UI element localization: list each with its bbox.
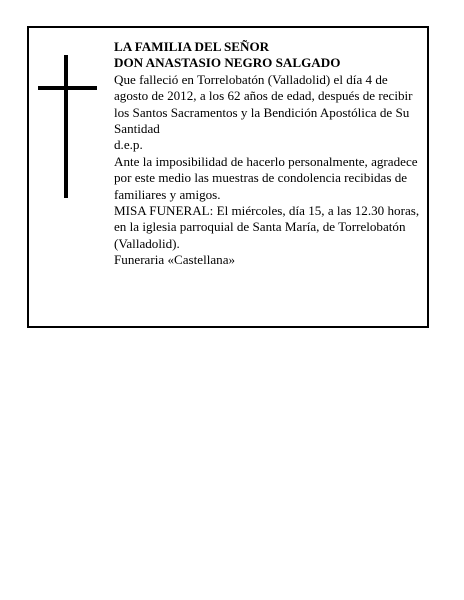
death-announcement: Que falleció en Torrelobatón (Valladolid) el día 4 de agosto de 2012, a los 62 años de edad, después de recibir los Santos Sacramentos y la Bendición Apostólica de Su Santidad: [114, 71, 413, 137]
cross-vertical-bar: [64, 55, 68, 198]
funeral-home: Funeraria «Castellana»: [114, 252, 236, 268]
dep-abbreviation: d.e.p.: [114, 137, 143, 153]
cross-horizontal-bar: [38, 86, 97, 90]
family-heading: LA FAMILIA DEL SEÑOR: [114, 39, 270, 54]
obituary-text: [114, 39, 422, 269]
thanks-paragraph: Ante la imposibilidad de hacerlo personalmente, agradece por este medio las muestras de condolencia recibidas de familiares y amigos.: [114, 153, 418, 202]
deceased-name: DON ANASTASIO NEGRO SALGADO: [114, 55, 341, 71]
funeral-mass-paragraph: MISA FUNERAL: El miércoles, día 15, a las 12.30 horas, en la iglesia parroquial de Santa María, de Torrelobatón (Valladolid).: [114, 203, 420, 251]
